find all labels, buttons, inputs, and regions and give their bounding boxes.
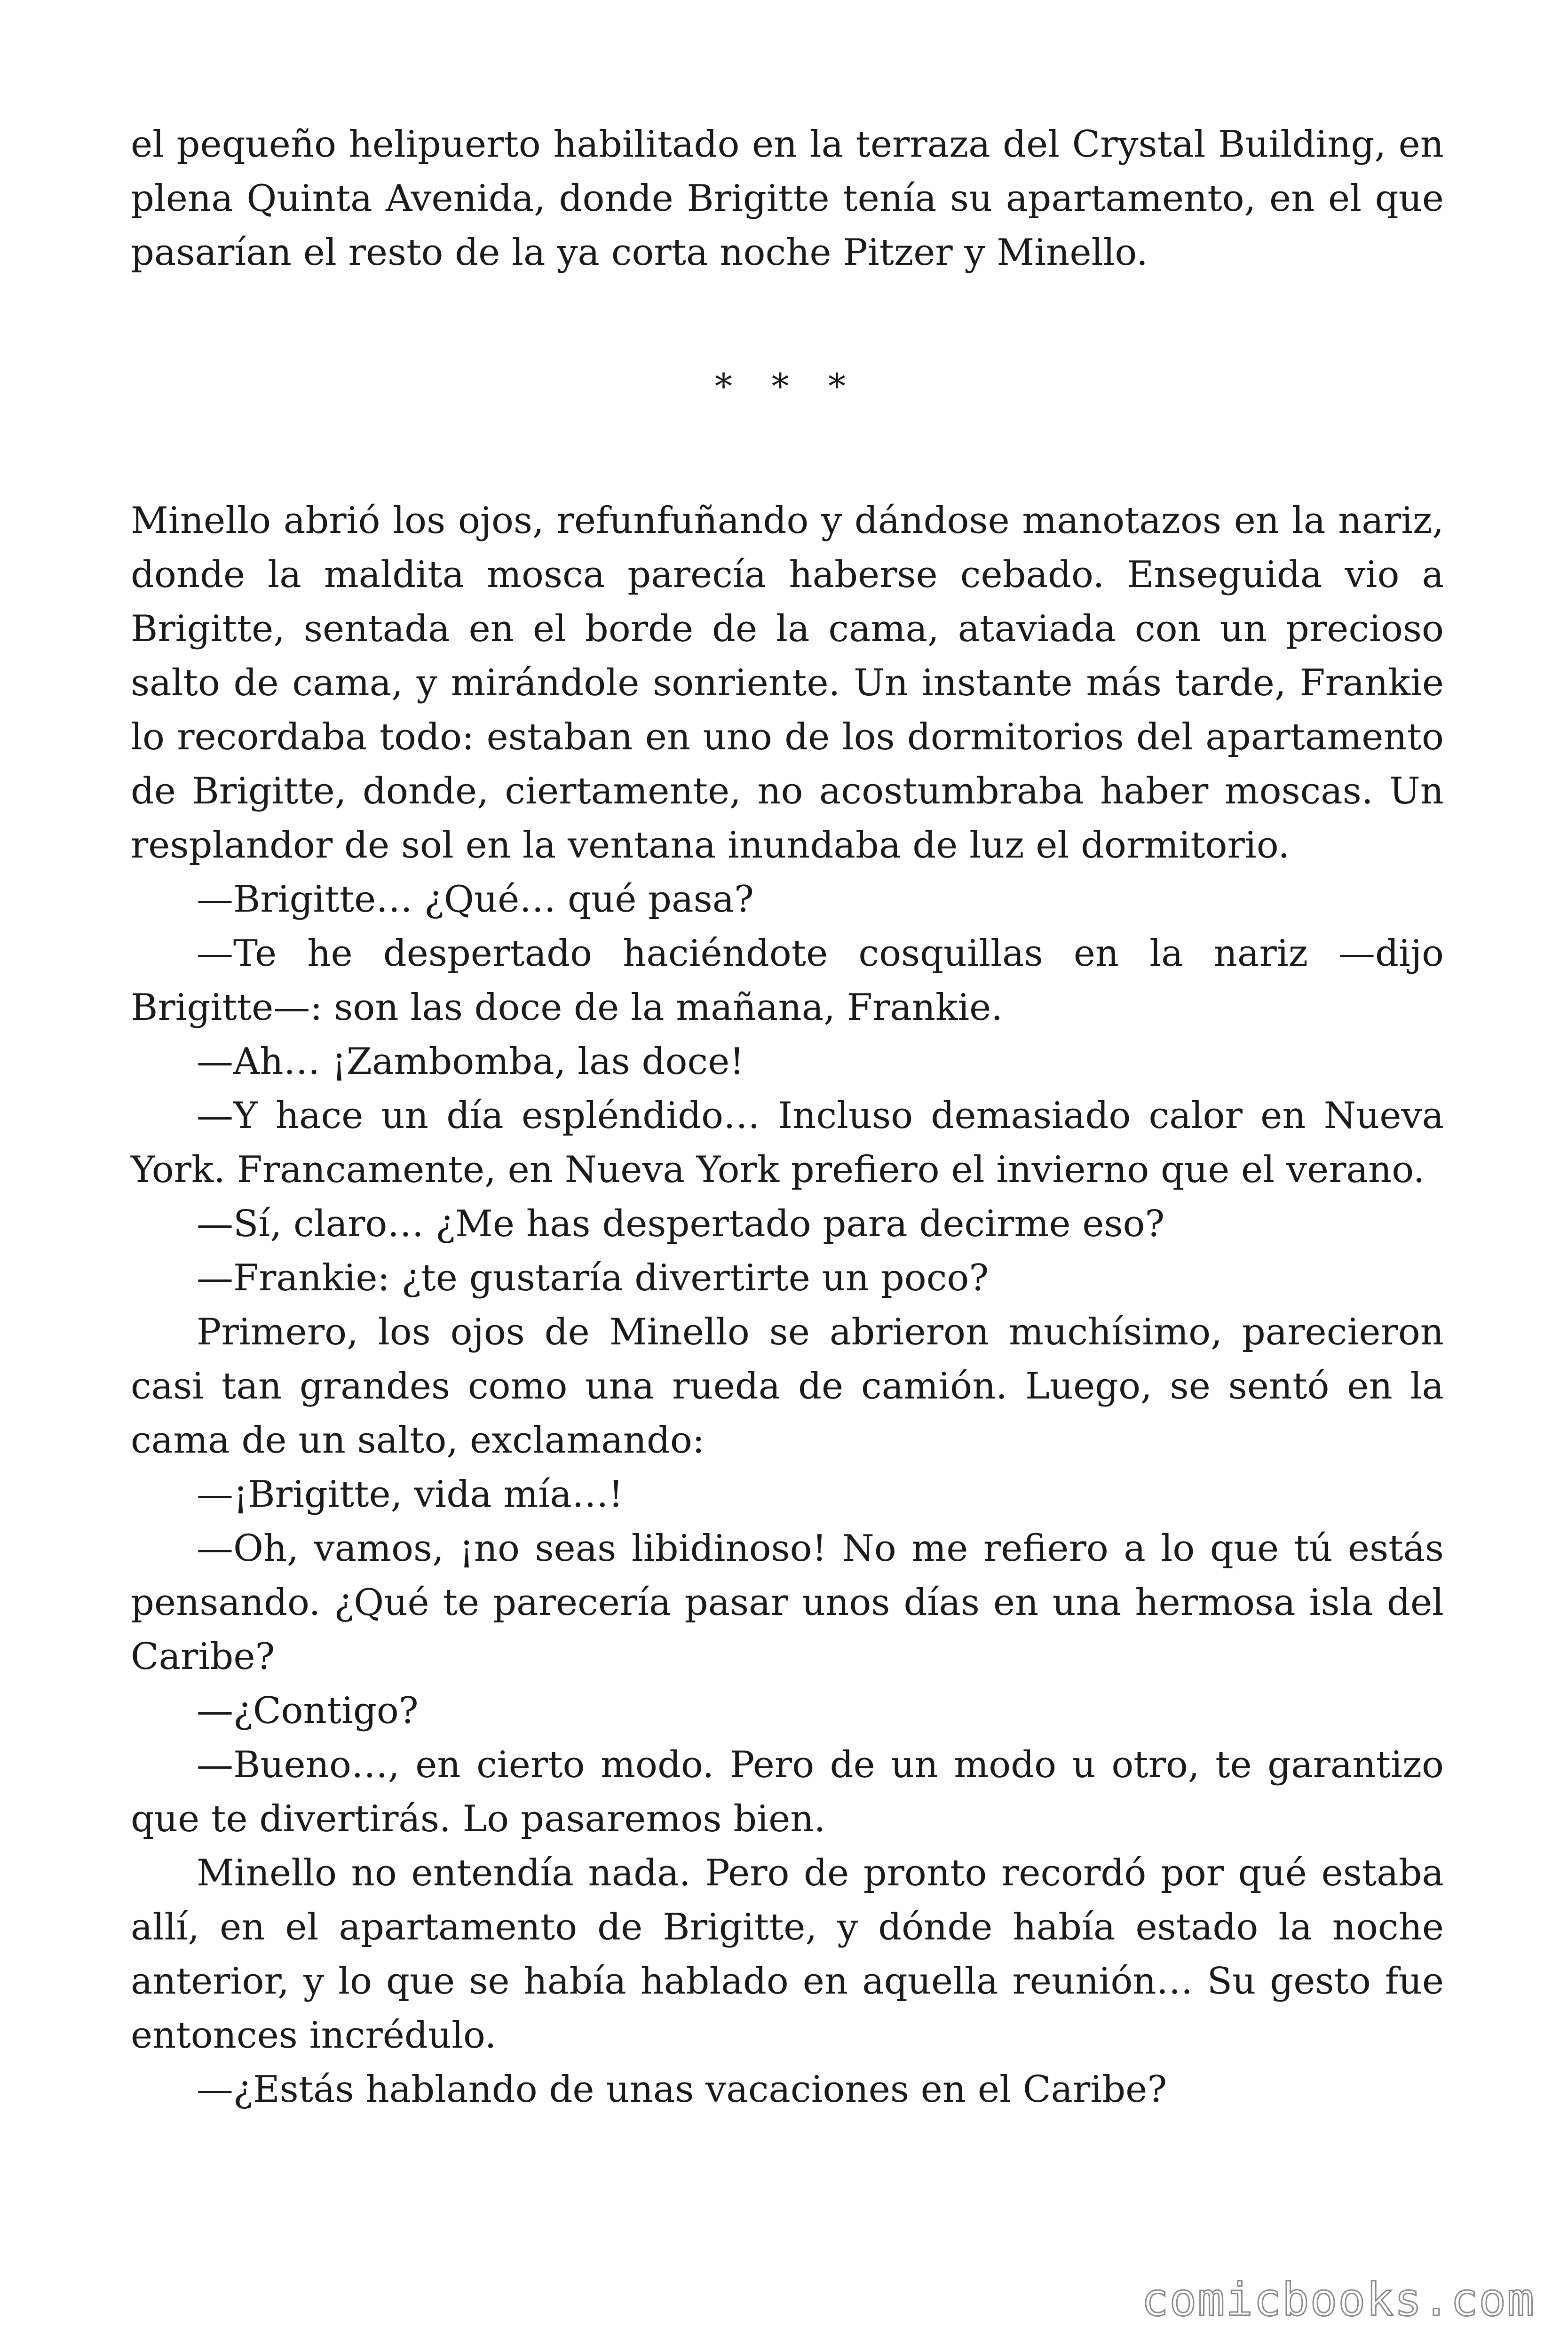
paragraph: Minello no entendía nada. Pero de pronto recordó por qué estaba allí, en el apartamento de Brigitte, y dónde había estado la noche anterior, y lo que se había hablado en aquella reunión… Su gesto fue entonces incrédulo. [131,1852,1444,2057]
paragraph: —¿Estás hablando de unas vacaciones en el Caribe? [197,2068,1167,2111]
paragraph: —¡Brigitte, vida mía…! [197,1473,624,1516]
paragraph: —Bueno…, en cierto modo. Pero de un modo u otro, te garantizo que te divertirás. Lo pasaremos bien. [131,1744,1444,1840]
book-page [131,118,1444,2117]
paragraph: —Ah… ¡Zambomba, las doce! [197,1041,744,1083]
paragraph: el pequeño helipuerto habilitado en la terraza del Crystal Building, en plena Quinta Avenida, donde Brigitte tenía su apartamento, en el que pasarían el resto de la ya corta noche Pitzer y Minello. [131,123,1444,274]
paragraph: —Y hace un día espléndido… Incluso demasiado calor en Nueva York. Francamente, en Nueva York prefiero el invierno que el verano. [131,1095,1444,1191]
paragraph: —Sí, claro… ¿Me has despertado para decirme eso? [197,1203,1165,1245]
paragraph: Primero, los ojos de Minello se abrieron muchísimo, parecieron casi tan grandes como una rueda de camión. Luego, se sentó en la cama de un salto, exclamando: [131,1311,1444,1462]
paragraph: —Te he despertado haciéndote cosquillas en la nariz —dijo Brigitte—: son las doce de la mañana, Frankie. [131,932,1444,1029]
paragraph: —¿Contigo? [197,1690,419,1732]
paragraph: —Brigitte… ¿Qué… qué pasa? [197,878,754,921]
scene-separator: * * * [714,366,860,407]
paragraph: —Oh, vamos, ¡no seas libidinoso! No me refiero a lo que tú estás pensando. ¿Qué te parecería pasar unos días en una hermosa isla del Caribe? [131,1527,1444,1678]
paragraph: —Frankie: ¿te gustaría divertirte un poco? [197,1257,989,1299]
paragraph: Minello abrió los ojos, refunfuñando y dándose manotazos en la nariz, donde la maldita mosca parecía haberse cebado. Enseguida vio a Brigitte, sentada en el borde de la cama, ataviada con un precioso salto de cama, y mirándole sonriente. Un instante más tarde, Frankie lo recordaba todo: estaban en uno de los dormitorios del apartamento de Brigitte, donde, ciertamente, no acostumbraba haber moscas. Un resplandor de sol en la ventana inundaba de luz el dormitorio. [131,500,1444,866]
watermark-logo: comicbooks.com [1141,2273,1535,2326]
